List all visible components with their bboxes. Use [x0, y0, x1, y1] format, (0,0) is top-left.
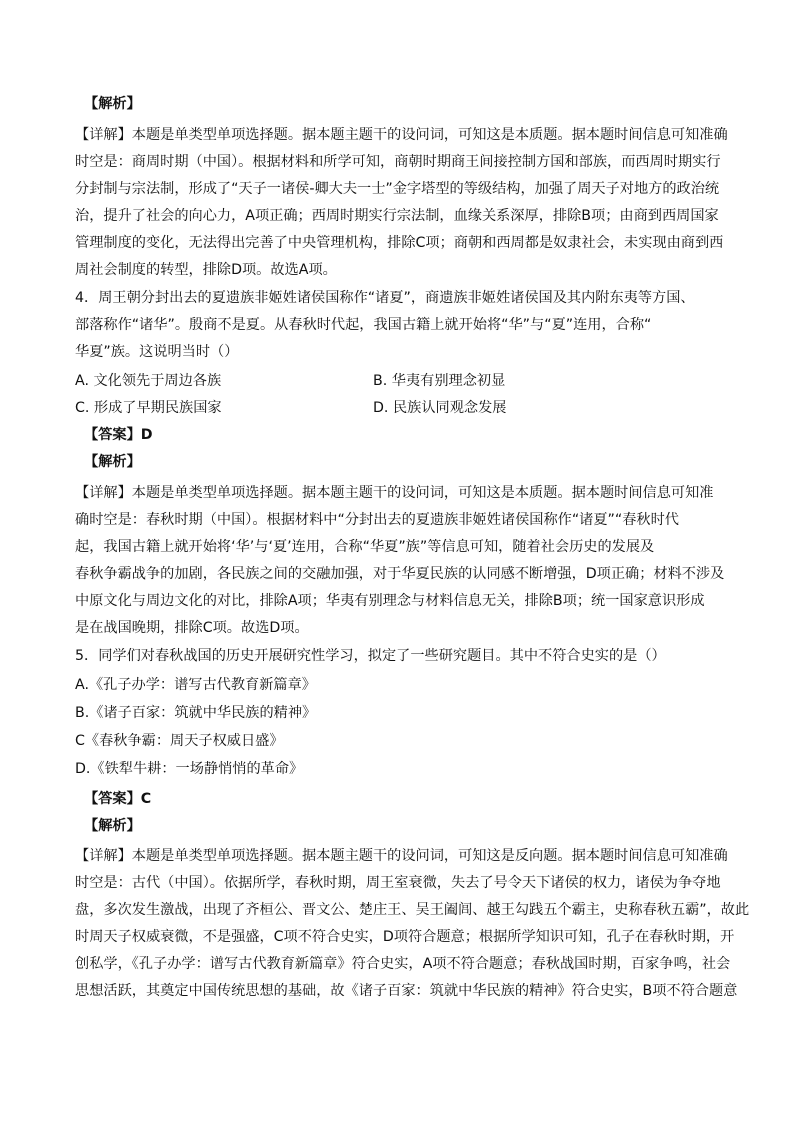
- q5-option-a: A.《孔子办学：谱写古代教育新篇章》: [75, 677, 316, 693]
- q5-detail-line-4: 时周天子权威衰微，不是强盛，C项不符合史实，D项符合题意；根据所学知识可知，孔子在春秋时期，开: [75, 929, 735, 945]
- q5-stem: 5．同学们对春秋战国的历史开展研究性学习，拟定了一些研究题目。其中不符合史实的是（）: [75, 648, 666, 664]
- q4-analysis-heading: 【解析】: [84, 454, 141, 470]
- q3-detail-line-4: 治，提升了社会的向心力，A项正确；西周时期实行宗法制，血缘关系深厚，排除B项；由商到西周国家: [75, 208, 719, 224]
- q4-option-d: D. 民族认同观念发展: [373, 400, 507, 416]
- q3-detail-line-1: 【详解】本题是单类型单项选择题。据本题主题干的设问词，可知这是本质题。据本题时间信息可知准确: [75, 127, 728, 143]
- q3-analysis-heading: 【解析】: [84, 96, 141, 112]
- q4-stem-line-3: 华夏”族。这说明当时（）: [75, 344, 239, 360]
- q5-detail-line-1: 【详解】本题是单类型单项选择题。据本题主题干的设问词，可知这是反向题。据本题时间信息可知准确: [75, 848, 728, 864]
- q4-detail-line-5: 中原文化与周边文化的对比，排除A项；华夷有别理念与材料信息无关，排除B项；统一国家意识形成: [75, 593, 705, 609]
- q4-detail-line-3: 起，我国古籍上就开始将‘华’与‘夏’连用，合称“华夏”族”等信息可知，随着社会历史的发展及: [75, 539, 655, 555]
- q4-answer: 【答案】D: [84, 427, 153, 443]
- q4-option-b: B. 华夷有别理念初显: [373, 373, 506, 389]
- q5-option-d: D.《铁犁牛耕：一场静悄悄的革命》: [75, 761, 304, 777]
- q3-detail-line-2: 时空是：商周时期（中国）。根据材料和所学可知，商朝时期商王间接控制方国和部族，而西周时期实行: [75, 154, 721, 170]
- q4-detail-line-2: 确时空是：春秋时期（中国）。根据材料中“分封出去的夏遗族非姬姓诸侯国称作“诸夏”“春秋时代: [75, 512, 679, 528]
- q5-option-b: B.《诸子百家：筑就中华民族的精神》: [75, 705, 317, 721]
- q3-detail-line-5: 管理制度的变化，无法得出完善了中央管理机构，排除C项；商朝和西周都是奴隶社会，未实现由商到西: [75, 235, 724, 251]
- q5-detail-line-5: 创私学，《孔子办学：谱写古代教育新篇章》符合史实，A项不符合题意；春秋战国时期，百家争鸣，社会: [75, 956, 731, 972]
- q5-detail-line-6: 思想活跃，其奠定中国传统思想的基础，故《诸子百家：筑就中华民族的精神》符合史实，B项不符合题意: [75, 983, 738, 999]
- q4-option-a: A. 文化领先于周边各族: [75, 373, 222, 389]
- q5-detail-line-3: 盘，多次发生激战，出现了齐桓公、晋文公、楚庄王、吴王阖闾、越王勾践五个霸主，史称春秋五霸”，故此: [75, 902, 750, 918]
- q5-analysis-heading: 【解析】: [84, 818, 141, 834]
- q4-detail-line-1: 【详解】本题是单类型单项选择题。据本题主题干的设问词，可知这是本质题。据本题时间信息可知准: [75, 485, 714, 501]
- q4-stem-line-2: 部落称作“诸华”。殷商不是夏。从春秋时代起，我国古籍上就开始将“华”与“夏”连用，合称“: [75, 317, 652, 333]
- q4-detail-line-4: 春秋争霸战争的加剧，各民族之间的交融加强，对于华夏民族的认同感不断增强，D项正确；材料不涉及: [75, 566, 725, 582]
- q3-detail-line-6: 周社会制度的转型，排除D项。故选A项。: [75, 262, 337, 278]
- q4-option-c: C. 形成了早期民族国家: [75, 400, 222, 416]
- q4-stem-line-1: 4．周王朝分封出去的夏遗族非姬姓诸侯国称作“诸夏”，商遗族非姬姓诸侯国及其内附东夷等方国、: [75, 290, 695, 306]
- q3-detail-line-3: 分封制与宗法制，形成了“天子一诸侯-卿大夫一士”金字塔型的等级结构，加强了周天子对地方的政治统: [75, 181, 720, 197]
- q5-option-c: C《春秋争霸：周天子权威日盛》: [75, 733, 284, 749]
- q5-answer: 【答案】C: [84, 791, 152, 807]
- q4-detail-line-6: 是在战国晚期，排除C项。故选D项。: [75, 620, 309, 636]
- q5-detail-line-2: 时空是：古代（中国）。依据所学，春秋时期，周王室衰微，失去了号令天下诸侯的权力，诸侯为争夺地: [75, 875, 721, 891]
